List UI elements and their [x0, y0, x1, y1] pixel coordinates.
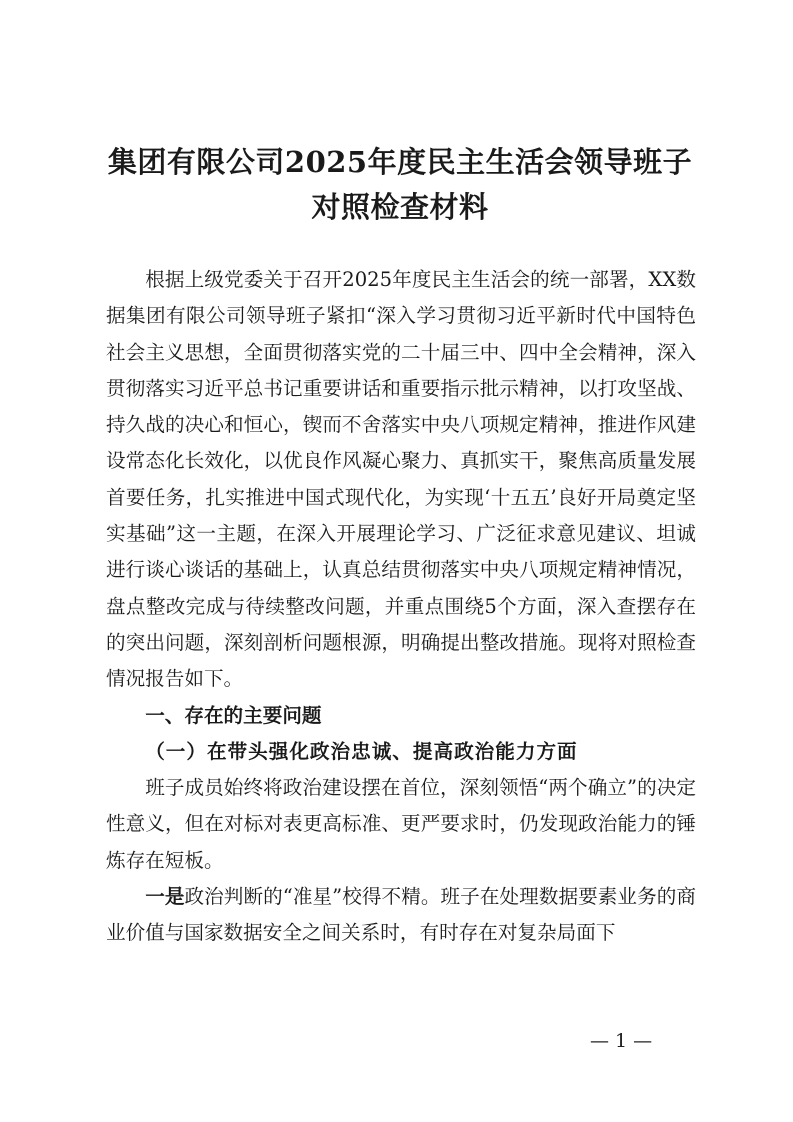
- point-paragraph: [106, 879, 696, 952]
- document-title-line-2: 对照检查材料: [311, 190, 489, 224]
- section-heading: 一、存在的主要问题: [145, 703, 322, 727]
- intro-paragraph: 根据上级党委关于召开2025年度民主生活会的统一部署，XX数据集团有限公司领导班子紧扣“深入学习贯彻习近平新时代中国特色社会主义思想，全面贯彻落实党的二十届三中、四中全会精神，深入贯彻落实习近平总书记重要讲话和重要指示批示精神，以打攻坚战、持久战的决心和恒心，锲而不舍落实中央八项规定精神，推进作风建设常态化长效化，以优良作风凝心聚力、真抓实干，聚焦高质量发展首要任务，扎实推进中国式现代化，为实现‘十五五’良好开局奠定坚实基础”这一主题，在深入开展理论学习、广泛征求意见建议、坦诚进行谈心谈话的基础上，认真总结贯彻落实中央八项规定精神情况，盘点整改完成与待续整改问题，并重点围绕5个方面，深入查摆存在的突出问题，深刻剖析问题根源，明确提出整改措施。现将对照检查情况报告如下。: [106, 268, 696, 691]
- document-title-line-1: 集团有限公司2025年度民主生活会领导班子: [107, 145, 693, 179]
- point-lead: 一是: [145, 885, 185, 909]
- subsection-heading: （一）在带头强化政治忠诚、提高政治能力方面: [145, 739, 578, 763]
- point-text: 政治判断的“准星”校得不精。班子在处理数据要素业务的商业价值与国家数据安全之间关系时，有时存在对复杂局面下: [106, 885, 696, 945]
- page-number: — 1 —: [590, 1030, 653, 1052]
- subsection-paragraph: 班子成员始终将政治建设摆在首位，深刻领悟“两个确立”的决定性意义，但在对标对表更高标准、更严要求时，仍发现政治能力的锤炼存在短板。: [106, 776, 696, 872]
- document-body: [106, 262, 696, 952]
